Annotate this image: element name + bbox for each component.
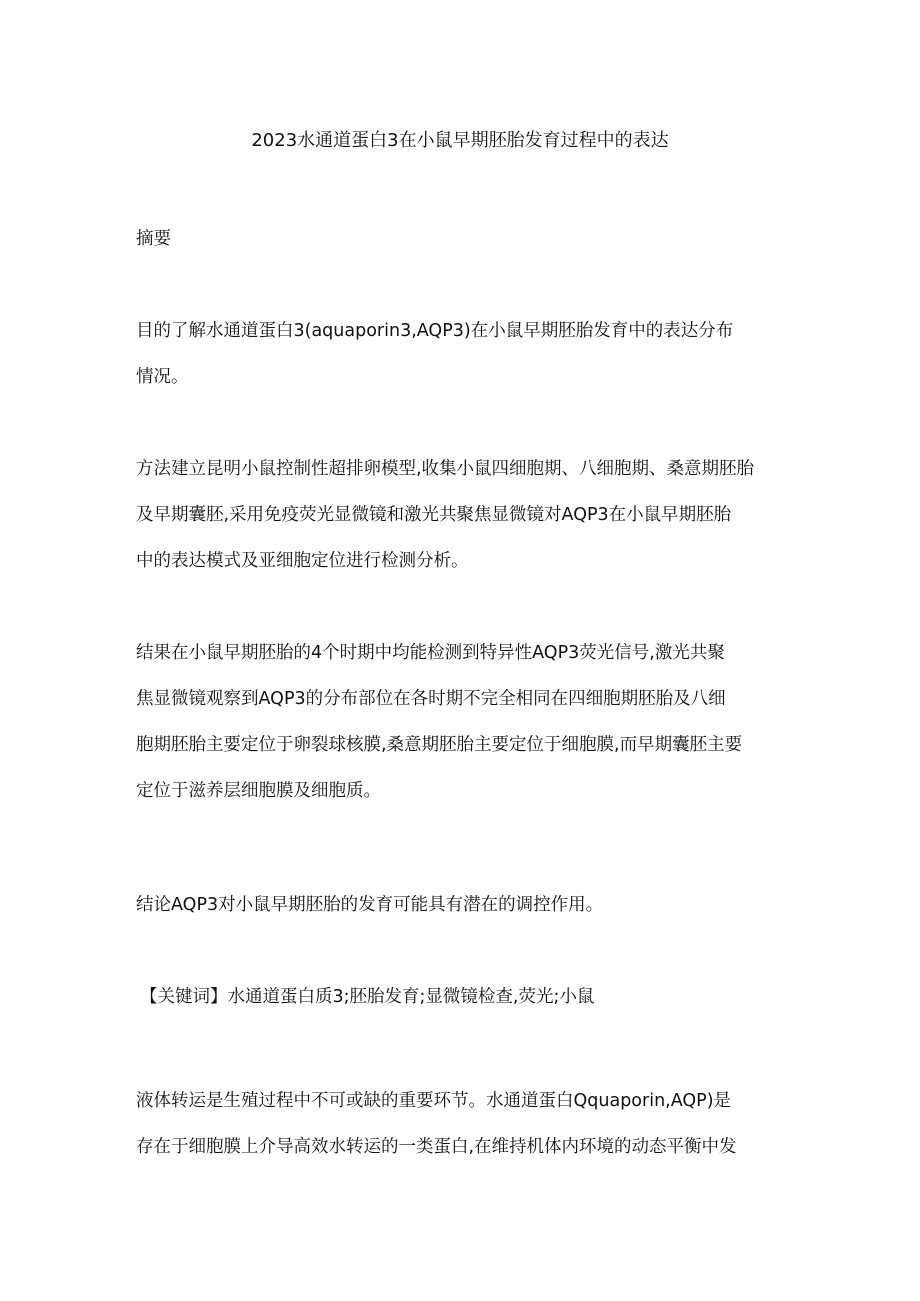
results-line: 结果在小鼠早期胚胎的4个时期中均能检测到特异性AQP3荧光信号,激光共聚: [136, 643, 725, 663]
methods-line: 方法建立昆明小鼠控制性超排卵模型,收集小鼠四细胞期、八细胞期、桑意期胚胎: [136, 459, 755, 479]
objective-line: 目的了解水通道蛋白3(aquaporin3,AQP3)在小鼠早期胚胎发育中的表达分布: [136, 321, 734, 341]
methods-line: 中的表达模式及亚细胞定位进行检测分析。: [136, 551, 469, 571]
results-paragraph: [136, 630, 788, 814]
results-line: 定位于滋养层细胞膜及细胞质。: [136, 781, 381, 801]
results-line: 焦显微镜观察到AQP3的分布部位在各时期不完全相同在四细胞期胚胎及八细: [136, 689, 726, 709]
abstract-heading: 摘要: [136, 229, 171, 249]
objective-line: 情况。: [136, 367, 189, 387]
results-line: 胞期胚胎主要定位于卵裂球核膜,桑意期胚胎主要定位于细胞膜,而早期囊胚主要: [136, 735, 743, 755]
keywords-line: 【关键词】水通道蛋白质3;胚胎发育;显微镜检查,荧光;小鼠: [140, 987, 595, 1007]
methods-line: 及早期囊胚,采用免疫荧光显微镜和激光共聚焦显微镜对AQP3在小鼠早期胚胎: [136, 505, 732, 525]
document-title: 2023水通道蛋白3在小鼠早期胚胎发育过程中的表达: [251, 130, 669, 151]
body-line: 存在于细胞膜上介导高效水转运的一类蛋白,在维持机体内环境的动态平衡中发: [136, 1137, 737, 1157]
conclusion-paragraph: 结论AQP3对小鼠早期胚胎的发育可能具有潜在的调控作用。: [136, 895, 604, 915]
body-line: 液体转运是生殖过程中不可或缺的重要环节。水通道蛋白Qquaporin,AQP)是: [136, 1091, 732, 1111]
methods-paragraph: [136, 446, 788, 584]
objective-paragraph: [136, 308, 788, 400]
body-paragraph: [136, 1078, 788, 1170]
